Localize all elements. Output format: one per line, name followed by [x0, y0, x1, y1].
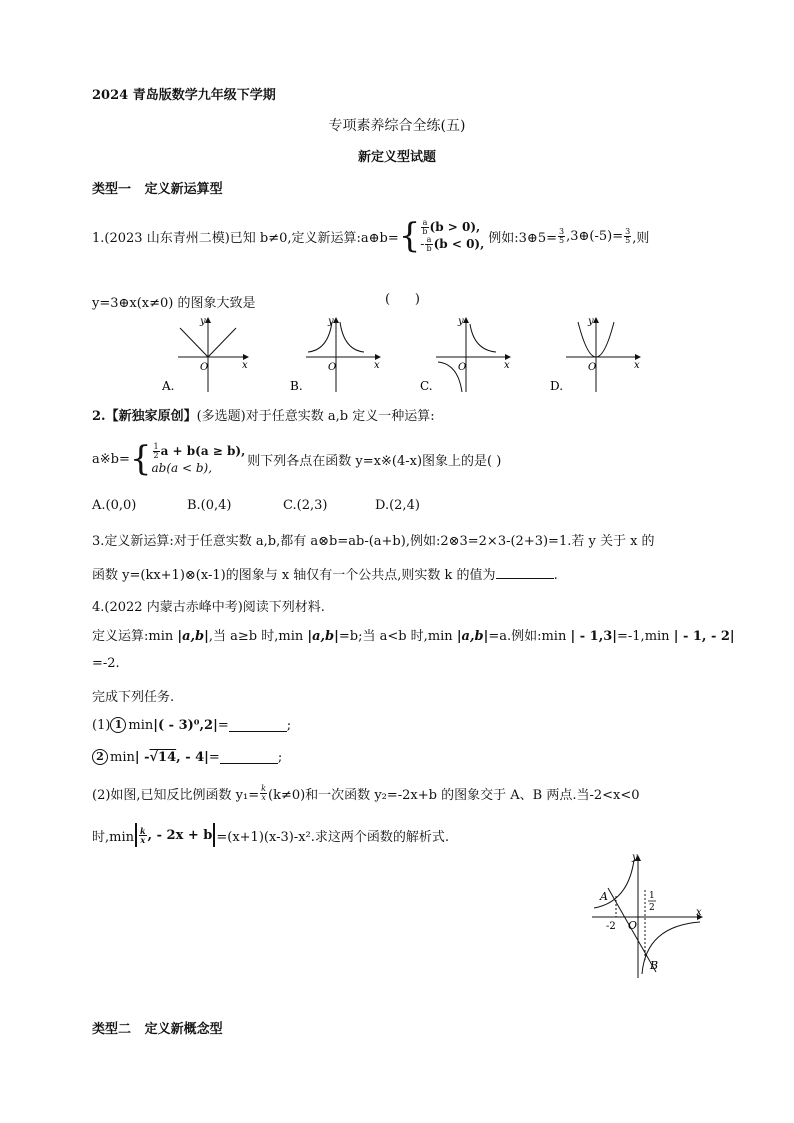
q1-example-frac1: $\frac{3}{5}$: [559, 226, 565, 245]
q1-answer-paren: ( ): [385, 292, 420, 307]
q3-answer-blank[interactable]: [496, 566, 554, 579]
q4-part1-1: (1) 1 min |( - 3)⁰,2| = ;: [92, 717, 292, 733]
option-b-label: B.: [290, 379, 303, 393]
page-title: 专项素养综合全练(五): [328, 118, 466, 134]
svg-text:-2: -2: [606, 921, 616, 932]
q2-tag: 2.【新独家原创】: [92, 409, 197, 424]
q2-after: 则下列各点在函数 y=x※(4-x)图象上的是( ): [247, 453, 502, 469]
svg-text:O: O: [328, 362, 337, 373]
circled-2: 2: [92, 749, 108, 765]
q4-definition-end: =-2.: [92, 656, 120, 671]
question-2-line1: [92, 405, 435, 424]
q4-part1-2-blank[interactable]: [220, 751, 278, 764]
svg-text:y: y: [458, 316, 464, 327]
question-1-line1: [92, 206, 649, 266]
page-subtitle: 新定义型试题: [357, 150, 436, 165]
question-2-definition: [92, 436, 501, 482]
q2-text: (多选题)对于任意实数 a,b 定义一种运算:: [196, 409, 435, 424]
q4-part2-line2: 时,min $\frac{k}{x}$ , - 2x + b =(x+1)(x-3)-x².求这两个函数的解析式.: [92, 818, 449, 852]
option-d-label: D.: [550, 379, 564, 393]
q2-lhs: a※b=: [92, 451, 130, 467]
option-a-graph[interactable]: [161, 316, 248, 393]
svg-text:2: 2: [649, 903, 655, 913]
svg-text:O: O: [458, 362, 467, 373]
section-heading-type1: 类型一 定义新运算型: [92, 182, 223, 197]
svg-text:y: y: [588, 316, 594, 327]
option-b-graph[interactable]: [290, 316, 380, 393]
q1-example-b: ,3⊕(-5)=: [566, 228, 624, 244]
q1-suffix: ,则: [632, 230, 650, 246]
q4-part2-line1: (2)如图,已知反比例函数 y₁= $\frac{k}{x}$ (k≠0)和一次函数 y₂=-2x+b 的图象交于 A、B 两点.当-2<x<0: [92, 783, 640, 803]
q2-choice-a[interactable]: A.(0,0): [92, 498, 137, 513]
option-c-graph[interactable]: [420, 316, 510, 393]
q1-line2: y=3⊕x(x≠0) 的图象大致是: [92, 296, 256, 311]
q2-piecewise: $\frac{1}{2}$ a + b(a ≥ b), ab(a < b),: [151, 441, 246, 475]
svg-text:x: x: [504, 360, 510, 371]
svg-text:O: O: [200, 362, 209, 373]
svg-text:x: x: [374, 360, 380, 371]
svg-text:y: y: [328, 316, 334, 327]
q1-example-a: 例如:3⊕5=: [488, 230, 557, 246]
section-heading-type2: 类型二 定义新概念型: [92, 1022, 223, 1037]
q1-prefix: 1.(2023 山东青州二模)已知 b≠0,定义新运算:a⊕b=: [92, 230, 399, 246]
q2-choice-d[interactable]: D.(2,4): [375, 498, 420, 513]
svg-text:x: x: [696, 907, 702, 918]
q2-brace: {: [129, 439, 152, 479]
svg-text:y: y: [632, 852, 638, 863]
option-a-label: A.: [162, 379, 175, 393]
q1-brace: {: [398, 216, 421, 256]
q3-line2: 函数 y=(kx+1)⊗(x-1)的图象与 x 轴仅有一个公共点,则实数 k 的值为 .: [92, 568, 558, 583]
option-c-label: C.: [420, 379, 433, 393]
q4-figure: [588, 850, 708, 980]
q4-task: 完成下列任务.: [92, 690, 175, 705]
q1-option-graphs: [160, 312, 760, 394]
svg-text:x: x: [634, 360, 640, 371]
q4-definition: 定义运算:min |a,b|,当 a≥b 时,min |a,b|=b;当 a<b 时,min |a,b|=a.例如:min | - 1,3|=-1,min | - 1, - 2|: [92, 629, 735, 644]
svg-text:x: x: [242, 360, 248, 371]
q4-part1-1-blank[interactable]: [229, 719, 287, 732]
svg-text:O: O: [588, 362, 597, 373]
q3-line1: 3.定义新运算:对于任意实数 a,b,都有 a⊗b=ab-(a+b),例如:2⊗3=2×3-(2+3)=1.若 y 关于 x 的: [92, 534, 655, 549]
q4-part1-2: 2 min | - √14 , - 4| = ;: [92, 749, 282, 765]
svg-text:B: B: [650, 959, 659, 972]
svg-text:1: 1: [649, 891, 655, 901]
svg-text:A: A: [600, 890, 608, 903]
svg-text:y: y: [200, 316, 206, 327]
circled-1: 1: [110, 717, 126, 733]
q4-intro: 4.(2022 内蒙古赤峰中考)阅读下列材料.: [92, 600, 325, 615]
option-d-graph[interactable]: [550, 316, 640, 393]
q2-choice-b[interactable]: B.(0,4): [187, 498, 232, 513]
svg-text:O: O: [628, 919, 638, 932]
q2-choice-c[interactable]: C.(2,3): [283, 498, 328, 513]
q1-example-frac2: $\frac{3}{5}$: [625, 226, 631, 245]
series-title: 2024 青岛版数学九年级下学期: [92, 88, 276, 103]
q1-piecewise: $\frac{a}{b}$ (b > 0), - $\frac{a}{b}$ (b < 0),: [420, 218, 485, 253]
